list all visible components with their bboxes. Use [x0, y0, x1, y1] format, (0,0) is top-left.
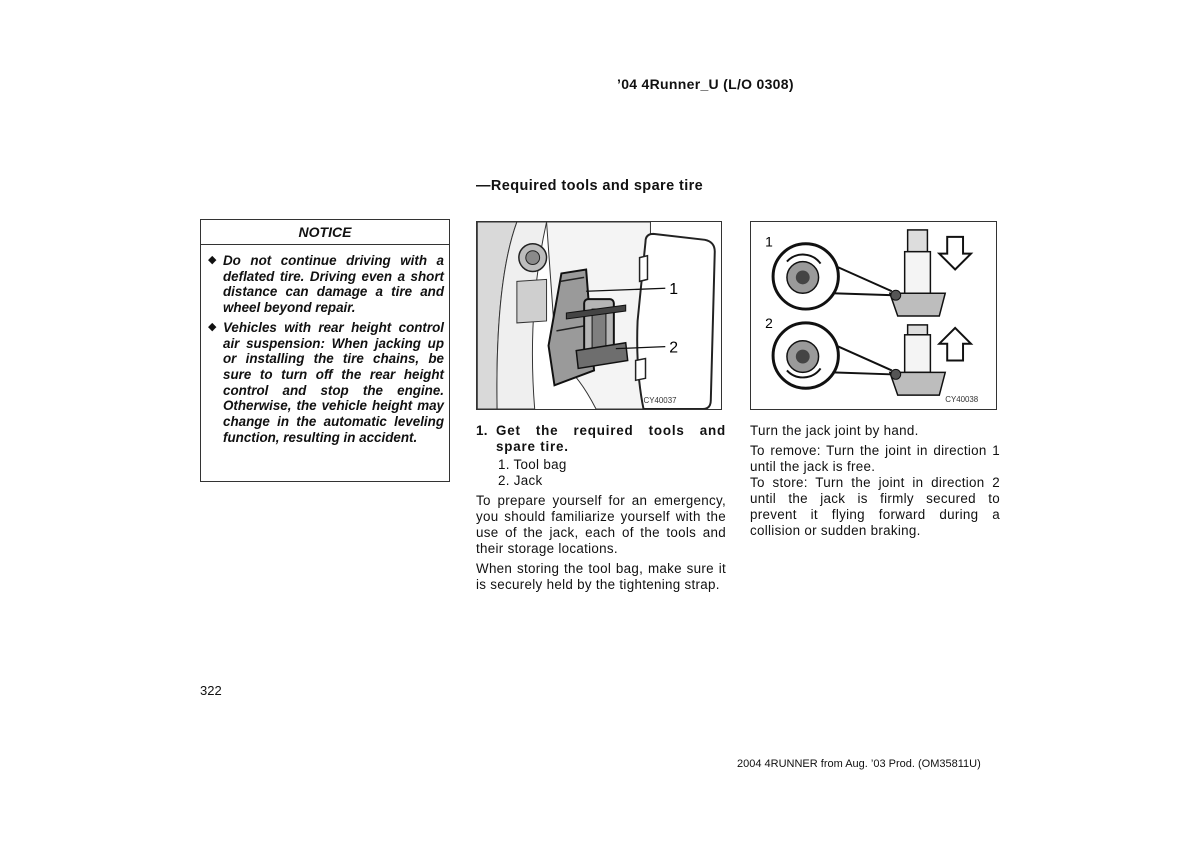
direction-label-2: 2	[765, 314, 773, 331]
step-heading	[476, 423, 726, 455]
page-header: ’04 4Runner_U (L/O 0308)	[617, 76, 794, 92]
paragraph: When storing the tool bag, make sure it is securely held by the tightening strap.	[476, 561, 726, 592]
paragraph: To prepare yourself for an emergency, you should familiarize yourself with the use of the jack, each of the tools and their storage locations.	[476, 493, 726, 556]
right-column	[750, 423, 1000, 543]
section-title: —Required tools and spare tire	[476, 178, 704, 194]
notice-item-text: Do not continue driving with a deflated tire. Driving even a short distance can damage a tire and wheel beyond repair.	[223, 253, 444, 316]
notice-box	[200, 219, 450, 482]
diamond-bullet-icon: ◆	[208, 254, 217, 266]
paragraph-remove: To remove: Turn the joint in direction 1 until the jack is free.	[750, 443, 1000, 474]
jack-joint-illustration	[751, 222, 996, 409]
notice-item	[207, 320, 444, 446]
figure-jack-joint	[750, 221, 997, 410]
paragraph: Turn the jack joint by hand.	[750, 423, 919, 438]
notice-item	[207, 253, 444, 316]
callout-2: 2	[669, 339, 679, 357]
notice-list	[201, 245, 449, 445]
figure-code: CY40037	[643, 396, 677, 406]
page-footer: 2004 4RUNNER from Aug. ’03 Prod. (OM35811U)	[737, 758, 981, 770]
paragraph-store: To store: Turn the joint in direction 2 until the jack is firmly secured to prevent it flying forward during a collision or sudden braking.	[750, 475, 1000, 538]
tool-storage-illustration	[477, 222, 721, 409]
figure-code: CY40038	[945, 395, 979, 405]
tool-list	[476, 457, 726, 489]
diamond-bullet-icon: ◆	[208, 320, 217, 333]
direction-label-1: 1	[765, 233, 773, 250]
list-item: 1. Tool bag	[498, 457, 567, 472]
list-item: 2. Jack	[498, 473, 543, 488]
page-number: 322	[200, 683, 222, 698]
notice-item-text: Vehicles with rear height control air suspension: When jacking up or installing the tire chains, be sure to turn off the rear height control and stop the engine. Otherwise, the vehicle height may change in the automatic leveling function, resulting in accident.	[223, 319, 444, 445]
figure-tool-storage	[476, 221, 722, 410]
step-text: Get the required tools and spare tire.	[496, 423, 726, 454]
middle-column	[476, 423, 726, 597]
notice-title: NOTICE	[201, 220, 449, 245]
step-number: 1.	[476, 423, 488, 438]
callout-1: 1	[669, 281, 679, 299]
